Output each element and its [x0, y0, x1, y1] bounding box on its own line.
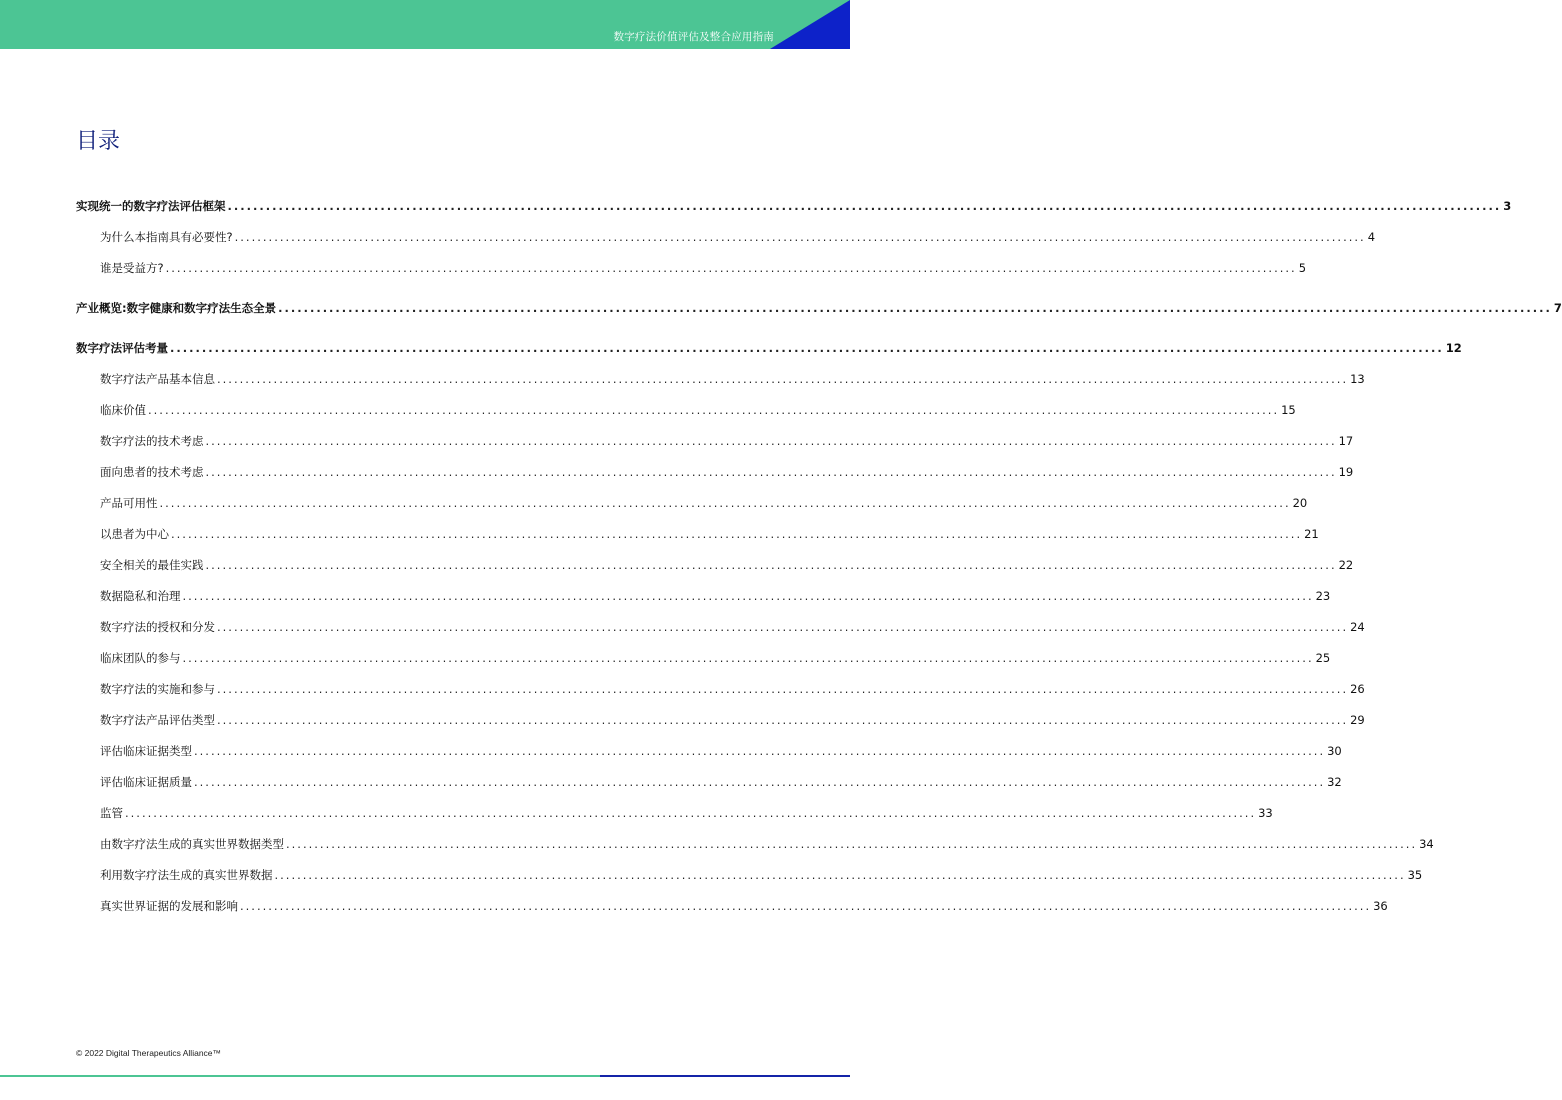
toc-entry[interactable] [76, 898, 1388, 914]
toc-entry-page: 7 [1553, 301, 1562, 315]
toc-entry-page: 33 [1258, 806, 1273, 820]
toc-entry-page: 12 [1445, 341, 1462, 355]
toc-leader-dots: ........................................................................................................................................................................................................ [217, 620, 1349, 634]
toc-entry[interactable] [76, 526, 1319, 542]
toc-leader-dots: ........................................................................................................................................................................................................ [125, 806, 1257, 820]
footer-line-blue [600, 1075, 850, 1077]
toc-leader-dots: ........................................................................................................................................................................................................ [286, 837, 1418, 851]
toc-entry[interactable] [76, 402, 1296, 418]
toc-leader-dots: ........................................................................................................................................................................................................ [217, 372, 1349, 386]
toc-leader-dots: ........................................................................................................................................................................................................ [182, 651, 1314, 665]
toc-entry[interactable] [76, 229, 1376, 245]
toc-entry[interactable] [76, 198, 1512, 214]
toc-entry[interactable] [76, 260, 1307, 276]
toc-entry-page: 13 [1350, 372, 1365, 386]
toc-entry-label: 监管 [100, 806, 123, 820]
toc-entry[interactable] [76, 743, 1342, 759]
toc-entry-label: 临床价值 [100, 403, 146, 417]
toc-entry-label: 实现统一的数字疗法评估框架 [76, 199, 226, 213]
toc-leader-dots: ........................................................................................................................................................................................................ [171, 527, 1303, 541]
toc-leader-dots: ........................................................................................................................................................................................................ [205, 434, 1337, 448]
toc-leader-dots: ........................................................................................................................................................................................................ [234, 230, 1366, 244]
toc-entry[interactable] [76, 774, 1342, 790]
toc-entry[interactable] [76, 650, 1331, 666]
toc-entry-page: 19 [1338, 465, 1354, 479]
toc-entry-label: 数字疗法评估考量 [76, 341, 168, 355]
toc-entry-label: 数据隐私和治理 [100, 589, 181, 603]
toc-entry-page: 34 [1419, 837, 1434, 851]
table-of-contents [76, 198, 1562, 914]
toc-entry-page: 15 [1281, 403, 1296, 417]
toc-entry-label: 以患者为中心 [100, 527, 169, 541]
toc-leader-dots: ........................................................................................................................................................................................................ [217, 682, 1349, 696]
toc-leader-dots: ........................................................................................................................................................................................................ [182, 589, 1314, 603]
toc-entry-page: 29 [1350, 713, 1365, 727]
footer-copyright: © 2022 Digital Therapeutics Alliance™ [76, 1048, 222, 1058]
toc-entry[interactable] [76, 557, 1354, 573]
toc-entry[interactable] [76, 836, 1434, 852]
header-title: 数字疗法价值评估及整合应用指南 [613, 31, 774, 43]
toc-entry[interactable] [76, 867, 1423, 883]
corner-triangle [770, 0, 850, 49]
toc-leader-dots: ........................................................................................................................................................................................................ [194, 775, 1326, 789]
toc-leader-dots: ........................................................................................................................................................................................................ [274, 868, 1406, 882]
toc-entry-label: 数字疗法的实施和参与 [100, 682, 215, 696]
toc-entry-page: 24 [1350, 620, 1365, 634]
toc-leader-dots: ........................................................................................................................................................................................................ [227, 199, 1502, 213]
toc-leader-dots: ........................................................................................................................................................................................................ [170, 341, 1444, 355]
toc-entry-label: 临床团队的参与 [100, 651, 181, 665]
toc-entry-label: 由数字疗法生成的真实世界数据类型 [100, 837, 284, 851]
toc-entry[interactable] [76, 619, 1365, 635]
toc-leader-dots: ........................................................................................................................................................................................................ [217, 713, 1349, 727]
toc-leader-dots: ........................................................................................................................................................................................................ [240, 899, 1372, 913]
toc-entry[interactable] [76, 712, 1365, 728]
toc-entry-label: 产业概览:数字健康和数字疗法生态全景 [76, 301, 277, 315]
toc-leader-dots: ........................................................................................................................................................................................................ [205, 558, 1337, 572]
toc-entry-page: 26 [1350, 682, 1365, 696]
toc-entry-page: 35 [1407, 868, 1423, 882]
toc-leader-dots: ........................................................................................................................................................................................................ [194, 744, 1326, 758]
toc-entry-label: 安全相关的最佳实践 [100, 558, 204, 572]
toc-entry-label: 真实世界证据的发展和影响 [100, 899, 238, 913]
toc-entry-label: 利用数字疗法生成的真实世界数据 [100, 868, 273, 882]
toc-entry-page: 21 [1304, 527, 1319, 541]
toc-entry-label: 数字疗法产品基本信息 [100, 372, 215, 386]
toc-entry-label: 产品可用性 [100, 496, 158, 510]
toc-entry-page: 23 [1315, 589, 1331, 603]
footer-line-green [0, 1075, 600, 1077]
toc-entry-page: 36 [1373, 899, 1388, 913]
toc-entry-page: 30 [1327, 744, 1342, 758]
toc-entry[interactable] [76, 805, 1273, 821]
page-title: 目录 [76, 129, 121, 154]
toc-entry[interactable] [76, 588, 1331, 604]
toc-leader-dots: ........................................................................................................................................................................................................ [148, 403, 1280, 417]
toc-entry-label: 数字疗法产品评估类型 [100, 713, 215, 727]
toc-entry-label: 评估临床证据质量 [100, 775, 192, 789]
toc-entry-label: 为什么本指南具有必要性? [100, 230, 233, 244]
toc-entry-label: 数字疗法的技术考虑 [100, 434, 204, 448]
toc-entry-page: 32 [1327, 775, 1342, 789]
toc-entry-page: 3 [1503, 199, 1512, 213]
toc-entry-page: 25 [1315, 651, 1331, 665]
toc-entry[interactable] [76, 433, 1354, 449]
toc-entry-label: 评估临床证据类型 [100, 744, 192, 758]
toc-entry-page: 17 [1338, 434, 1354, 448]
toc-entry[interactable] [76, 340, 1462, 356]
toc-leader-dots: ........................................................................................................................................................................................................ [165, 261, 1297, 275]
toc-entry[interactable] [76, 464, 1354, 480]
toc-leader-dots: ........................................................................................................................................................................................................ [205, 465, 1337, 479]
toc-leader-dots: ........................................................................................................................................................................................................ [278, 301, 1552, 315]
toc-entry-page: 22 [1338, 558, 1354, 572]
toc-entry-page: 20 [1292, 496, 1308, 510]
toc-entry-page: 4 [1367, 230, 1376, 244]
toc-entry-label: 谁是受益方? [100, 261, 164, 275]
toc-entry-label: 面向患者的技术考虑 [100, 465, 204, 479]
toc-entry-label: 数字疗法的授权和分发 [100, 620, 215, 634]
toc-leader-dots: ........................................................................................................................................................................................................ [159, 496, 1291, 510]
toc-entry[interactable] [76, 300, 1562, 316]
toc-entry[interactable] [76, 495, 1308, 511]
toc-entry[interactable] [76, 681, 1365, 697]
toc-entry-page: 5 [1298, 261, 1307, 275]
toc-entry[interactable] [76, 371, 1365, 387]
